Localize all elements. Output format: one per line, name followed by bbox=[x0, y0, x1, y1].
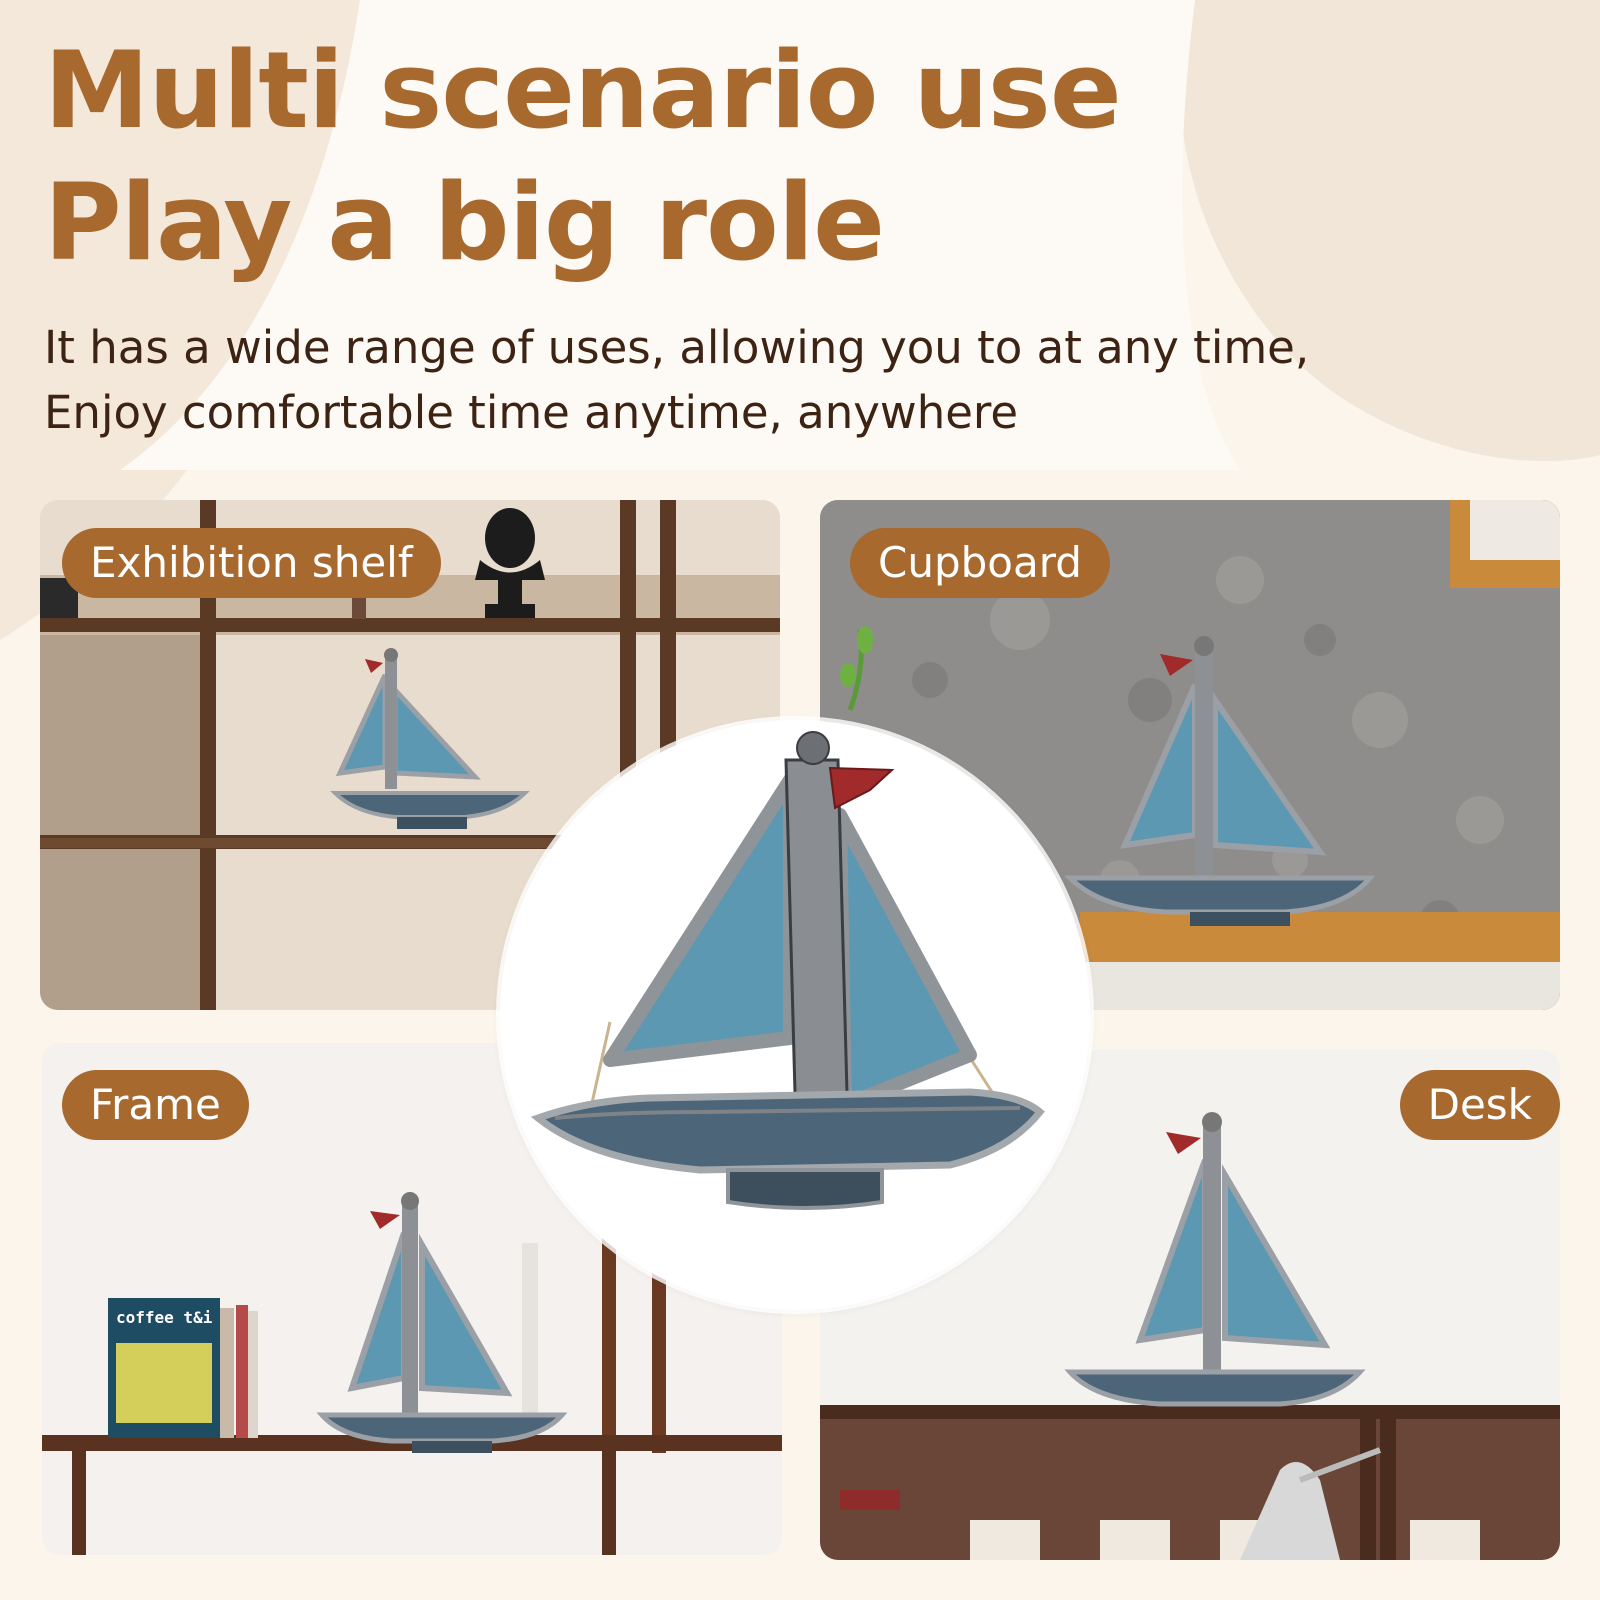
subtitle-line-2: Enjoy comfortable time anytime, anywhere bbox=[44, 386, 1019, 439]
subtitle-line-1: It has a wide range of uses, allowing you to at any time, bbox=[44, 321, 1310, 374]
book-title: coffee t&i bbox=[116, 1308, 213, 1327]
tag-exhibition-shelf: Exhibition shelf bbox=[62, 528, 441, 598]
product-spotlight-circle bbox=[500, 720, 1090, 1310]
headline-line-1: Multi scenario use bbox=[44, 29, 1121, 152]
tag-desk: Desk bbox=[1400, 1070, 1560, 1140]
sailboat-product-image bbox=[500, 720, 1090, 1310]
headline-line-2: Play a big role bbox=[44, 161, 885, 284]
tag-frame: Frame bbox=[62, 1070, 249, 1140]
tag-cupboard: Cupboard bbox=[850, 528, 1110, 598]
